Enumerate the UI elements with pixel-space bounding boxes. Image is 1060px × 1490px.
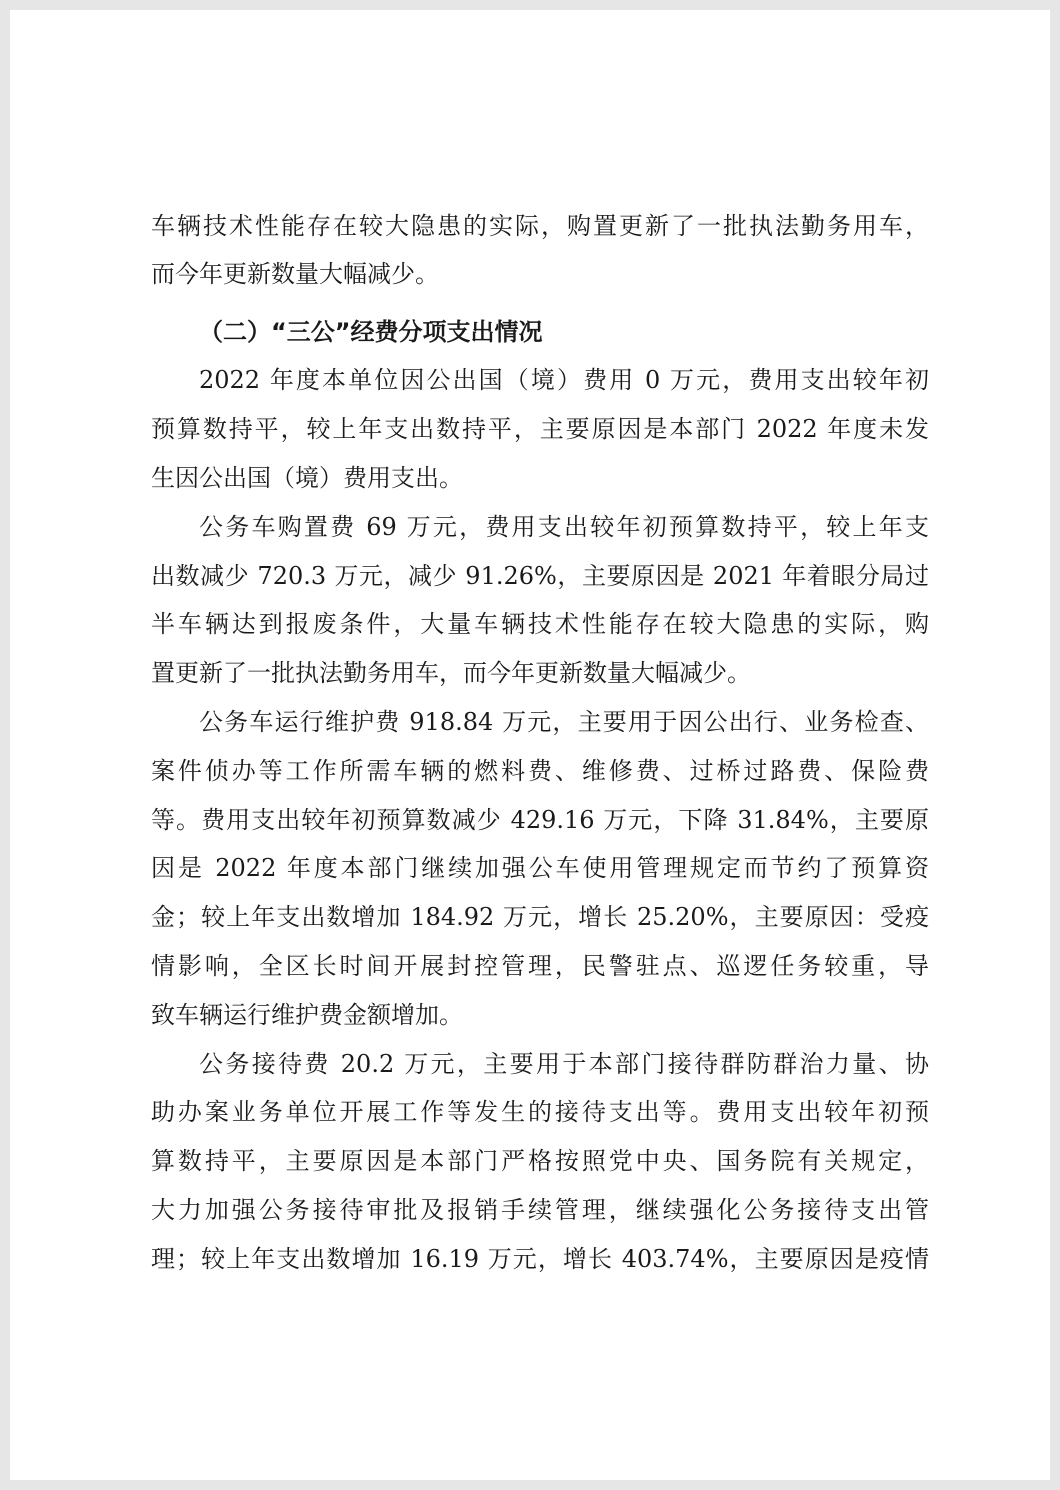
paragraph-line: 车辆技术性能存在较大隐患的实际，购置更新了一批执法勤务用车，	[151, 212, 929, 240]
paragraph-line: 大力加强公务接待审批及报销手续管理，继续强化公务接待支出管	[151, 1196, 929, 1224]
document-page	[10, 10, 1050, 1480]
paragraph-line: 半车辆达到报废条件，大量车辆技术性能存在较大隐患的实际，购	[151, 610, 929, 638]
paragraph-line: 因是 2022 年度本部门继续加强公车使用管理规定而节约了预算资	[151, 854, 929, 882]
paragraph-line: 预算数持平，较上年支出数持平，主要原因是本部门 2022 年度未发	[151, 415, 929, 443]
paragraph-line: 情影响，全区长时间开展封控管理，民警驻点、巡逻任务较重，导	[151, 952, 929, 980]
paragraph-line: 案件侦办等工作所需车辆的燃料费、维修费、过桥过路费、保险费	[151, 757, 929, 785]
paragraph-line: 公务车运行维护费 918.84 万元，主要用于因公出行、业务检查、	[199, 708, 929, 736]
paragraph-line: 金；较上年支出数增加 184.92 万元，增长 25.20%，主要原因：受疫	[151, 903, 929, 931]
paragraph-line: 等。费用支出较年初预算数减少 429.16 万元，下降 31.84%，主要原	[151, 806, 929, 834]
paragraph-line: 生因公出国（境）费用支出。	[151, 464, 463, 492]
paragraph-line: 公务接待费 20.2 万元，主要用于本部门接待群防群治力量、协	[199, 1050, 929, 1078]
paragraph-line: 致车辆运行维护费金额增加。	[151, 1001, 463, 1029]
section-heading: （二）“三公”经费分项支出情况	[199, 318, 543, 346]
paragraph-line: 出数减少 720.3 万元，减少 91.26%，主要原因是 2021 年着眼分局过	[151, 562, 929, 590]
paragraph-line: 算数持平，主要原因是本部门严格按照党中央、国务院有关规定，	[151, 1147, 929, 1175]
paragraph-line: 而今年更新数量大幅减少。	[151, 260, 439, 288]
paragraph-line: 2022 年度本单位因公出国（境）费用 0 万元，费用支出较年初	[199, 366, 929, 394]
paragraph-line: 助办案业务单位开展工作等发生的接待支出等。费用支出较年初预	[151, 1098, 929, 1126]
paragraph-line: 理；较上年支出数增加 16.19 万元，增长 403.74%，主要原因是疫情	[151, 1245, 929, 1273]
paragraph-line: 公务车购置费 69 万元，费用支出较年初预算数持平，较上年支	[199, 513, 929, 541]
paragraph-line: 置更新了一批执法勤务用车，而今年更新数量大幅减少。	[151, 659, 751, 687]
